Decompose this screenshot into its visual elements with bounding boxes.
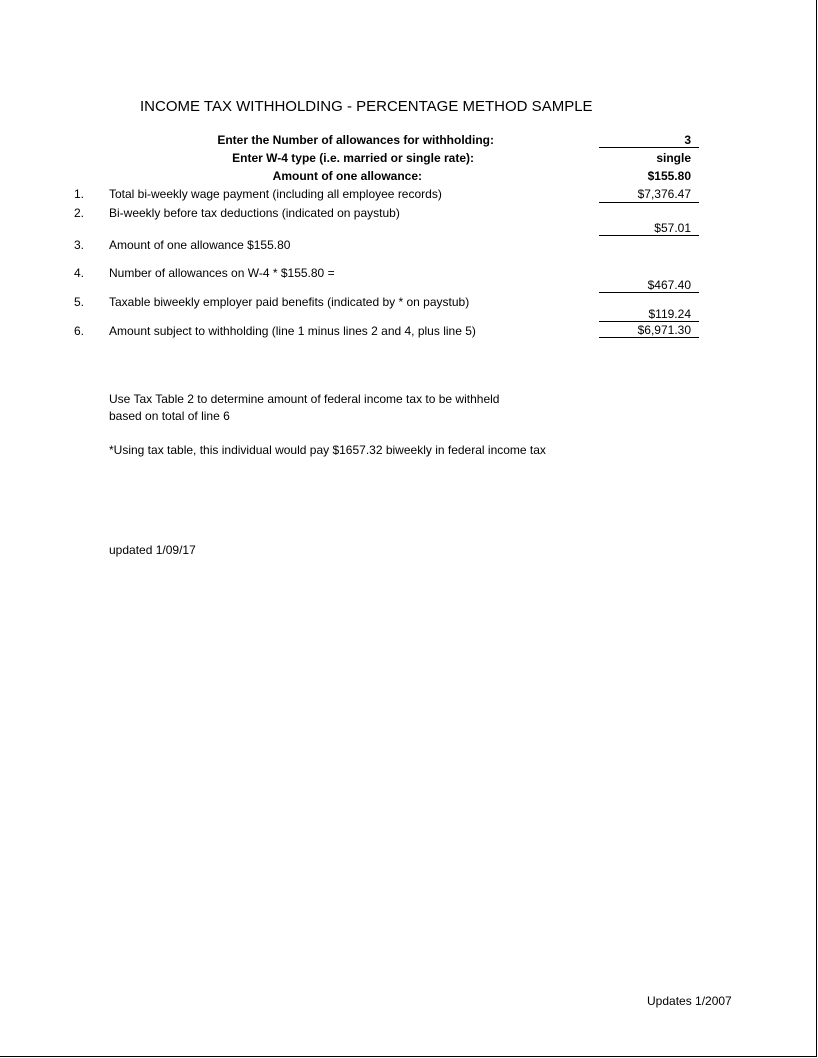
line-3-description: Amount of one allowance $155.80 <box>109 238 291 252</box>
line-4-description: Number of allowances on W-4 * $155.80 = <box>109 266 335 280</box>
line-5-description: Taxable biweekly employer paid benefits (indicated by * on paystub) <box>109 295 470 309</box>
page-title: INCOME TAX WITHHOLDING - PERCENTAGE METHOD SAMPLE <box>140 98 593 115</box>
allowances-underline <box>599 147 699 148</box>
updated-note: updated 1/09/17 <box>109 543 196 557</box>
line-4-value: $467.40 <box>647 278 691 292</box>
allowance-amount-value: $155.80 <box>647 169 691 183</box>
line-1-number: 1. <box>74 187 85 201</box>
allowances-value[interactable]: 3 <box>684 133 691 147</box>
w4-type-value[interactable]: single <box>656 151 691 165</box>
tax-table-note-line-2: based on total of line 6 <box>109 409 230 423</box>
line-5-number: 5. <box>74 295 85 309</box>
result-note: *Using tax table, this individual would pay $1657.32 biweekly in federal income tax <box>109 443 546 457</box>
line-2-value: $57.01 <box>654 221 691 235</box>
line-1-underline <box>599 202 699 203</box>
line-6-underline <box>599 337 699 338</box>
line-4-number: 4. <box>74 266 85 280</box>
line-2-description: Bi-weekly before tax deductions (indicated on paystub) <box>109 206 400 220</box>
line-6-number: 6. <box>74 324 85 338</box>
footer-updates: Updates 1/2007 <box>647 994 732 1008</box>
line-6-description: Amount subject to withholding (line 1 minus lines 2 and 4, plus line 5) <box>109 324 476 338</box>
line-1-description: Total bi-weekly wage payment (including all employee records) <box>109 187 442 201</box>
line-2-underline <box>599 235 699 236</box>
line-4-underline <box>599 292 699 293</box>
line-2-number: 2. <box>74 206 85 220</box>
tax-table-note-line-1: Use Tax Table 2 to determine amount of federal income tax to be withheld <box>109 392 500 406</box>
allowance-amount-label: Amount of one allowance: <box>272 169 422 183</box>
w4-type-label: Enter W-4 type (i.e. married or single rate): <box>232 151 474 165</box>
line-3-number: 3. <box>74 238 85 252</box>
line-6-value: $6,971.30 <box>637 323 691 337</box>
line-5-value: $119.24 <box>648 307 691 321</box>
line-5-underline <box>599 321 699 322</box>
line-1-value: $7,376.47 <box>637 187 691 201</box>
allowances-label: Enter the Number of allowances for withholding: <box>217 133 494 147</box>
